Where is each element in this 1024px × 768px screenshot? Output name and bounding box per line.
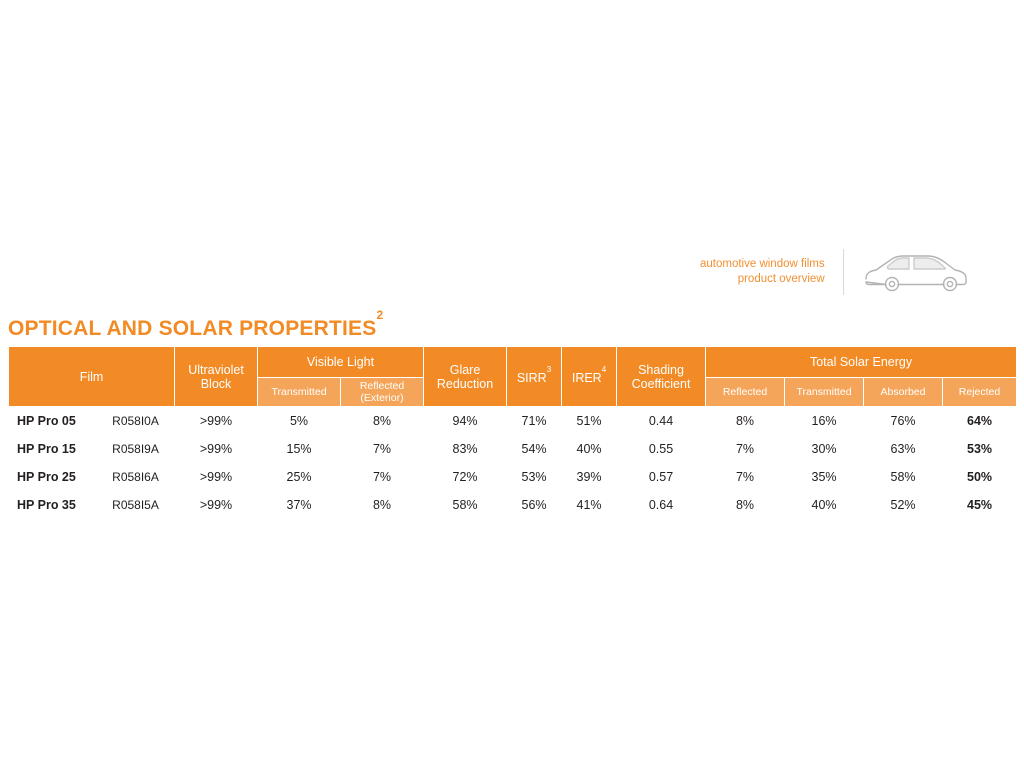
cell-film-code: R058I6A [97, 463, 175, 491]
sirr-label: SIRR [516, 371, 547, 386]
cell-tse-reflected: 8% [706, 407, 785, 435]
cell-glare-reduction: 72% [424, 463, 507, 491]
cell-tse-transmitted: 30% [785, 435, 864, 463]
cell-film-name: HP Pro 05 [9, 407, 97, 435]
table-body [9, 407, 1017, 519]
cell-film-code: R058I0A [97, 407, 175, 435]
cell-irer: 39% [562, 463, 617, 491]
cell-uv-block: >99% [175, 407, 258, 435]
cell-tse-rejected: 45% [943, 491, 1017, 519]
cell-film-name: HP Pro 25 [9, 463, 97, 491]
col-header-visible-transmitted: Transmitted [258, 378, 341, 407]
header-row-primary [9, 347, 1017, 378]
section-title-footnote: 2 [376, 307, 384, 322]
table-row [9, 435, 1017, 463]
col-header-tse-reflected: Reflected [706, 378, 785, 407]
cell-tse-absorbed: 58% [864, 463, 943, 491]
cell-tse-absorbed: 76% [864, 407, 943, 435]
cell-shading-coefficient: 0.55 [617, 435, 706, 463]
irer-footnote: 4 [601, 365, 607, 375]
cell-tse-transmitted: 40% [785, 491, 864, 519]
car-icon [862, 246, 970, 294]
cell-tse-absorbed: 52% [864, 491, 943, 519]
car-illustration [844, 246, 970, 299]
cell-visible-reflected: 7% [341, 435, 424, 463]
section-title-text: OPTICAL AND SOLAR PROPERTIES [8, 317, 377, 340]
col-header-irer [562, 347, 617, 407]
cell-film-name: HP Pro 15 [9, 435, 97, 463]
cell-uv-block: >99% [175, 463, 258, 491]
col-header-tse-absorbed: Absorbed [864, 378, 943, 407]
col-header-visible-light: Visible Light [258, 347, 424, 378]
shading-line-1: Shading [638, 362, 684, 377]
col-header-shading-coefficient [617, 347, 706, 407]
cell-sirr: 53% [507, 463, 562, 491]
cell-glare-reduction: 83% [424, 435, 507, 463]
cell-visible-reflected: 8% [341, 491, 424, 519]
cell-visible-transmitted: 15% [258, 435, 341, 463]
visible-reflected-line-1: Reflected [359, 380, 405, 392]
glare-line-2: Reduction [436, 376, 494, 391]
cell-sirr: 54% [507, 435, 562, 463]
cell-irer: 40% [562, 435, 617, 463]
section-title [8, 307, 384, 341]
uv-block-line-2: Block [200, 376, 232, 391]
cell-tse-rejected: 64% [943, 407, 1017, 435]
cell-irer: 51% [562, 407, 617, 435]
brand-line-1: automotive window films [700, 258, 825, 270]
col-header-tse-transmitted: Transmitted [785, 378, 864, 407]
brand-header [700, 246, 970, 298]
cell-uv-block: >99% [175, 491, 258, 519]
col-header-visible-reflected [341, 378, 424, 407]
shading-line-2: Coefficient [631, 376, 691, 391]
col-header-glare-reduction [424, 347, 507, 407]
table-row [9, 407, 1017, 435]
irer-label: IRER [571, 371, 602, 386]
cell-tse-absorbed: 63% [864, 435, 943, 463]
cell-irer: 41% [562, 491, 617, 519]
cell-uv-block: >99% [175, 435, 258, 463]
cell-visible-reflected: 7% [341, 463, 424, 491]
cell-sirr: 56% [507, 491, 562, 519]
sirr-footnote: 3 [546, 365, 552, 375]
cell-film-code: R058I9A [97, 435, 175, 463]
optical-solar-properties-table [8, 346, 1017, 519]
cell-sirr: 71% [507, 407, 562, 435]
uv-block-line-1: Ultraviolet [188, 362, 244, 377]
cell-tse-reflected: 7% [706, 463, 785, 491]
cell-shading-coefficient: 0.44 [617, 407, 706, 435]
cell-shading-coefficient: 0.57 [617, 463, 706, 491]
col-header-film: Film [9, 347, 175, 407]
table-row [9, 463, 1017, 491]
glare-line-1: Glare [449, 362, 481, 377]
cell-tse-transmitted: 16% [785, 407, 864, 435]
cell-glare-reduction: 58% [424, 491, 507, 519]
col-header-total-solar-energy: Total Solar Energy [706, 347, 1017, 378]
table-head [9, 347, 1017, 407]
cell-tse-reflected: 8% [706, 491, 785, 519]
col-header-sirr [507, 347, 562, 407]
cell-tse-rejected: 50% [943, 463, 1017, 491]
cell-tse-rejected: 53% [943, 435, 1017, 463]
cell-visible-transmitted: 37% [258, 491, 341, 519]
cell-visible-transmitted: 5% [258, 407, 341, 435]
cell-visible-reflected: 8% [341, 407, 424, 435]
cell-glare-reduction: 94% [424, 407, 507, 435]
col-header-tse-rejected: Rejected [943, 378, 1017, 407]
cell-film-name: HP Pro 35 [9, 491, 97, 519]
cell-tse-reflected: 7% [706, 435, 785, 463]
brand-line-2: product overview [737, 273, 825, 285]
cell-shading-coefficient: 0.64 [617, 491, 706, 519]
cell-film-code: R058I5A [97, 491, 175, 519]
col-header-ultraviolet-block [175, 347, 258, 407]
cell-tse-transmitted: 35% [785, 463, 864, 491]
cell-visible-transmitted: 25% [258, 463, 341, 491]
brand-text [700, 257, 843, 287]
table-row [9, 491, 1017, 519]
visible-reflected-line-2: (Exterior) [360, 392, 404, 404]
